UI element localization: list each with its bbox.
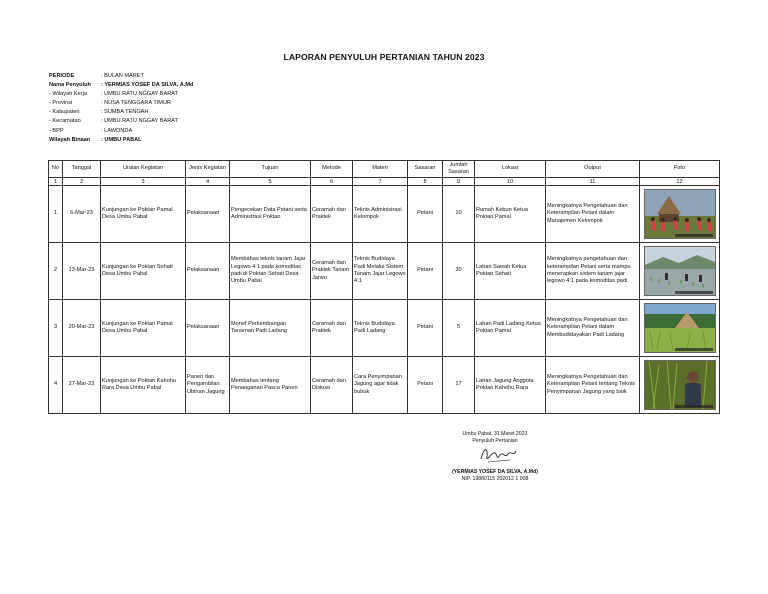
meta-row xyxy=(49,99,193,108)
header-jumlah: Jumlah Sasaran xyxy=(443,161,475,178)
cell-jenis: Pelaksanaan xyxy=(186,186,230,243)
cell-jumlah: 30 xyxy=(443,243,475,300)
column-number: 9 xyxy=(443,178,475,186)
cell-metode: Ceramah dan Praktek Tanam Jarwo xyxy=(311,243,353,300)
cell-lokasi: Lahan Padi Ladang Ketua Poktan Pamal xyxy=(475,300,546,357)
column-number: 8 xyxy=(408,178,443,186)
cell-jumlah: 5 xyxy=(443,300,475,357)
corn-field-photo xyxy=(644,360,716,410)
cell-jenis: Panen dan Pengambilan Ubinan Jagung xyxy=(186,357,230,414)
cell-no: 3 xyxy=(49,300,63,357)
column-number: 3 xyxy=(101,178,186,186)
meta-row xyxy=(49,81,193,90)
cell-uraian: Kunjungan ke Poktan Pamal Desa Umbu Pabal xyxy=(101,186,186,243)
cell-tujuan: Pengecekan Data Petani serta Administrasi Poktan xyxy=(230,186,311,243)
column-number: 2 xyxy=(63,178,101,186)
header-lokasi: Lokasi xyxy=(475,161,546,178)
meta-key: Nama Penyuluh xyxy=(49,82,91,89)
cell-uraian: Kunjungan ke Poktan Pamal Desa Umbu Pabal xyxy=(101,300,186,357)
cell-output: Meningkatnya pengetahuan dan keterampilan Petani serta mampu menerapkan sistem tanam jajar legowo 4:1 pada komoditas padi xyxy=(546,243,640,300)
meta-key: - Kecamatan xyxy=(49,118,81,125)
column-number: 10 xyxy=(475,178,546,186)
meta-value: : YERMIAS YOSEF DA SILVA, A.Md xyxy=(101,82,194,89)
column-number: 5 xyxy=(230,178,311,186)
meta-row xyxy=(49,90,193,99)
column-number: 12 xyxy=(640,178,720,186)
cell-tanggal: 13-Mar-23 xyxy=(63,243,101,300)
meta-value: : NUSA TENGGARA TIMUR xyxy=(101,100,172,107)
cell-jumlah: 17 xyxy=(443,357,475,414)
cell-materi: Cara Penyimpanan Jagung agar tidak bubuk xyxy=(353,357,408,414)
cell-sasaran: Petani xyxy=(408,186,443,243)
table-header-row xyxy=(49,161,720,178)
report-meta xyxy=(49,72,193,145)
header-no: No xyxy=(49,161,63,178)
signature-place-date: Umbu Pabal, 31 Maret 2023 xyxy=(462,431,528,437)
header-materi: Materi xyxy=(353,161,408,178)
table-row xyxy=(49,300,720,357)
meta-key: PERIODE xyxy=(49,73,75,79)
table-row xyxy=(49,243,720,300)
column-number-row xyxy=(49,178,720,186)
report-table xyxy=(48,160,720,414)
cell-output: Meningkatnya Pengetahuan dan Keterampilan Petani tentang Teknis Penyimpanan Jagung yang baik xyxy=(546,357,640,414)
meta-key: - BPP xyxy=(49,127,64,134)
meta-key: - Provinsi xyxy=(49,100,73,107)
meta-value: : SUMBA TENGAH xyxy=(101,109,149,116)
column-number: 6 xyxy=(311,178,353,186)
signature-nip: NIP. 19880115 202012 1 008 xyxy=(461,476,529,482)
cell-uraian: Kunjungan ke Poktan Sehati Desa Umbu Pabal xyxy=(101,243,186,300)
cell-sasaran: Petani xyxy=(408,243,443,300)
column-number: 7 xyxy=(353,178,408,186)
meta-row xyxy=(49,136,193,145)
cell-lokasi: Rumah Kebun Ketua Poktan Pamal xyxy=(475,186,546,243)
handwritten-signature xyxy=(478,445,518,465)
cell-uraian: Kunjungan ke Poktan Kahohu Rara Desa Umbu Pabal xyxy=(101,357,186,414)
header-tujuan: Tujuan xyxy=(230,161,311,178)
header-jenis: Jenis Kegiatan xyxy=(186,161,230,178)
signature-name: (YERMIAS YOSEF DA SILVA, A.Md) xyxy=(451,469,539,475)
cell-lokasi: Lahan Sawah Ketua Poktan Sehati xyxy=(475,243,546,300)
cell-tujuan: Monef Perkembangan Tanaman Padi Ladang xyxy=(230,300,311,357)
cell-jenis: Pelaksanaan xyxy=(186,300,230,357)
cell-lokasi: Lahan Jagung Anggota Poktan Kahohu Rara xyxy=(475,357,546,414)
cell-no: 2 xyxy=(49,243,63,300)
signature-block xyxy=(420,431,570,483)
cell-metode: Ceramah dan Diskusi xyxy=(311,357,353,414)
meta-row xyxy=(49,127,193,136)
cell-tanggal: 27-Mar-23 xyxy=(63,357,101,414)
cell-foto xyxy=(640,186,720,243)
column-number: 1 xyxy=(49,178,63,186)
cell-no: 4 xyxy=(49,357,63,414)
cell-materi: Teknis Budidaya Padi Ladang xyxy=(353,300,408,357)
table-row xyxy=(49,357,720,414)
cell-sasaran: Petani xyxy=(408,357,443,414)
meta-row xyxy=(49,108,193,117)
meta-value: : LAWONDA xyxy=(101,127,133,134)
cell-sasaran: Petani xyxy=(408,300,443,357)
meta-key: Wilayah Binaan xyxy=(49,136,91,143)
signature-role: Penyuluh Pertanian xyxy=(472,438,518,444)
meta-value: : UMBU RATU NGGAY BARAT xyxy=(101,118,178,125)
rice-field-photo xyxy=(644,246,716,296)
header-sasaran: Sasaran xyxy=(408,161,443,178)
cell-metode: Ceramah dan Praktek xyxy=(311,300,353,357)
cell-output: Meningkatnya Pengetahuan dan Keterampilan Petani dalam Manajemen Kelompok xyxy=(546,186,640,243)
cell-foto xyxy=(640,300,720,357)
meta-value: : UMBU PABAL xyxy=(101,136,142,143)
cell-foto xyxy=(640,357,720,414)
cell-jumlah: 10 xyxy=(443,186,475,243)
cell-no: 1 xyxy=(49,186,63,243)
header-metode: Metode xyxy=(311,161,353,178)
column-number: 11 xyxy=(546,178,640,186)
column-number: 4 xyxy=(186,178,230,186)
cell-jenis: Pelaksanaan xyxy=(186,243,230,300)
cell-foto xyxy=(640,243,720,300)
header-foto: Foto xyxy=(640,161,720,178)
meta-key: - Kabupaten xyxy=(49,109,80,116)
group-meeting-photo xyxy=(644,189,716,239)
table-row xyxy=(49,186,720,243)
header-output: Output xyxy=(546,161,640,178)
cell-tujuan: Membahas teknis tanam Jajar Legowo 4:1 pada komoditas padi di Poktan Sehati Desa Umbu Pabal xyxy=(230,243,311,300)
meta-row xyxy=(49,72,193,81)
cell-tujuan: Membahas tentang Penanganan Pasca Panen xyxy=(230,357,311,414)
cell-tanggal: 6-Mar-23 xyxy=(63,186,101,243)
meta-key: - Wilayah Kerja xyxy=(49,91,87,98)
cell-metode: Ceramah dan Praktek xyxy=(311,186,353,243)
cell-output: Meningkatnya Pengetahuan dan Keterampilan Petani dalam Membudidayakan Padi Ladang xyxy=(546,300,640,357)
cell-materi: Teknis Administrasi Kelompok xyxy=(353,186,408,243)
meta-value: : UMBU RATU NGGAY BARAT xyxy=(101,91,178,98)
header-tanggal: Tanggal xyxy=(63,161,101,178)
cell-tanggal: 20-Mar-23 xyxy=(63,300,101,357)
cell-materi: Teknis Budidaya Padi Melalui Sistem Tanam Jajar Legowo 4:1 xyxy=(353,243,408,300)
report-title: LAPORAN PENYULUH PERTANIAN TAHUN 2023 xyxy=(283,52,485,62)
meta-row xyxy=(49,117,193,126)
meta-value: : BULAN MARET xyxy=(101,73,144,79)
upland-rice-photo xyxy=(644,303,716,353)
header-uraian: Uraian Kegiatan xyxy=(101,161,186,178)
